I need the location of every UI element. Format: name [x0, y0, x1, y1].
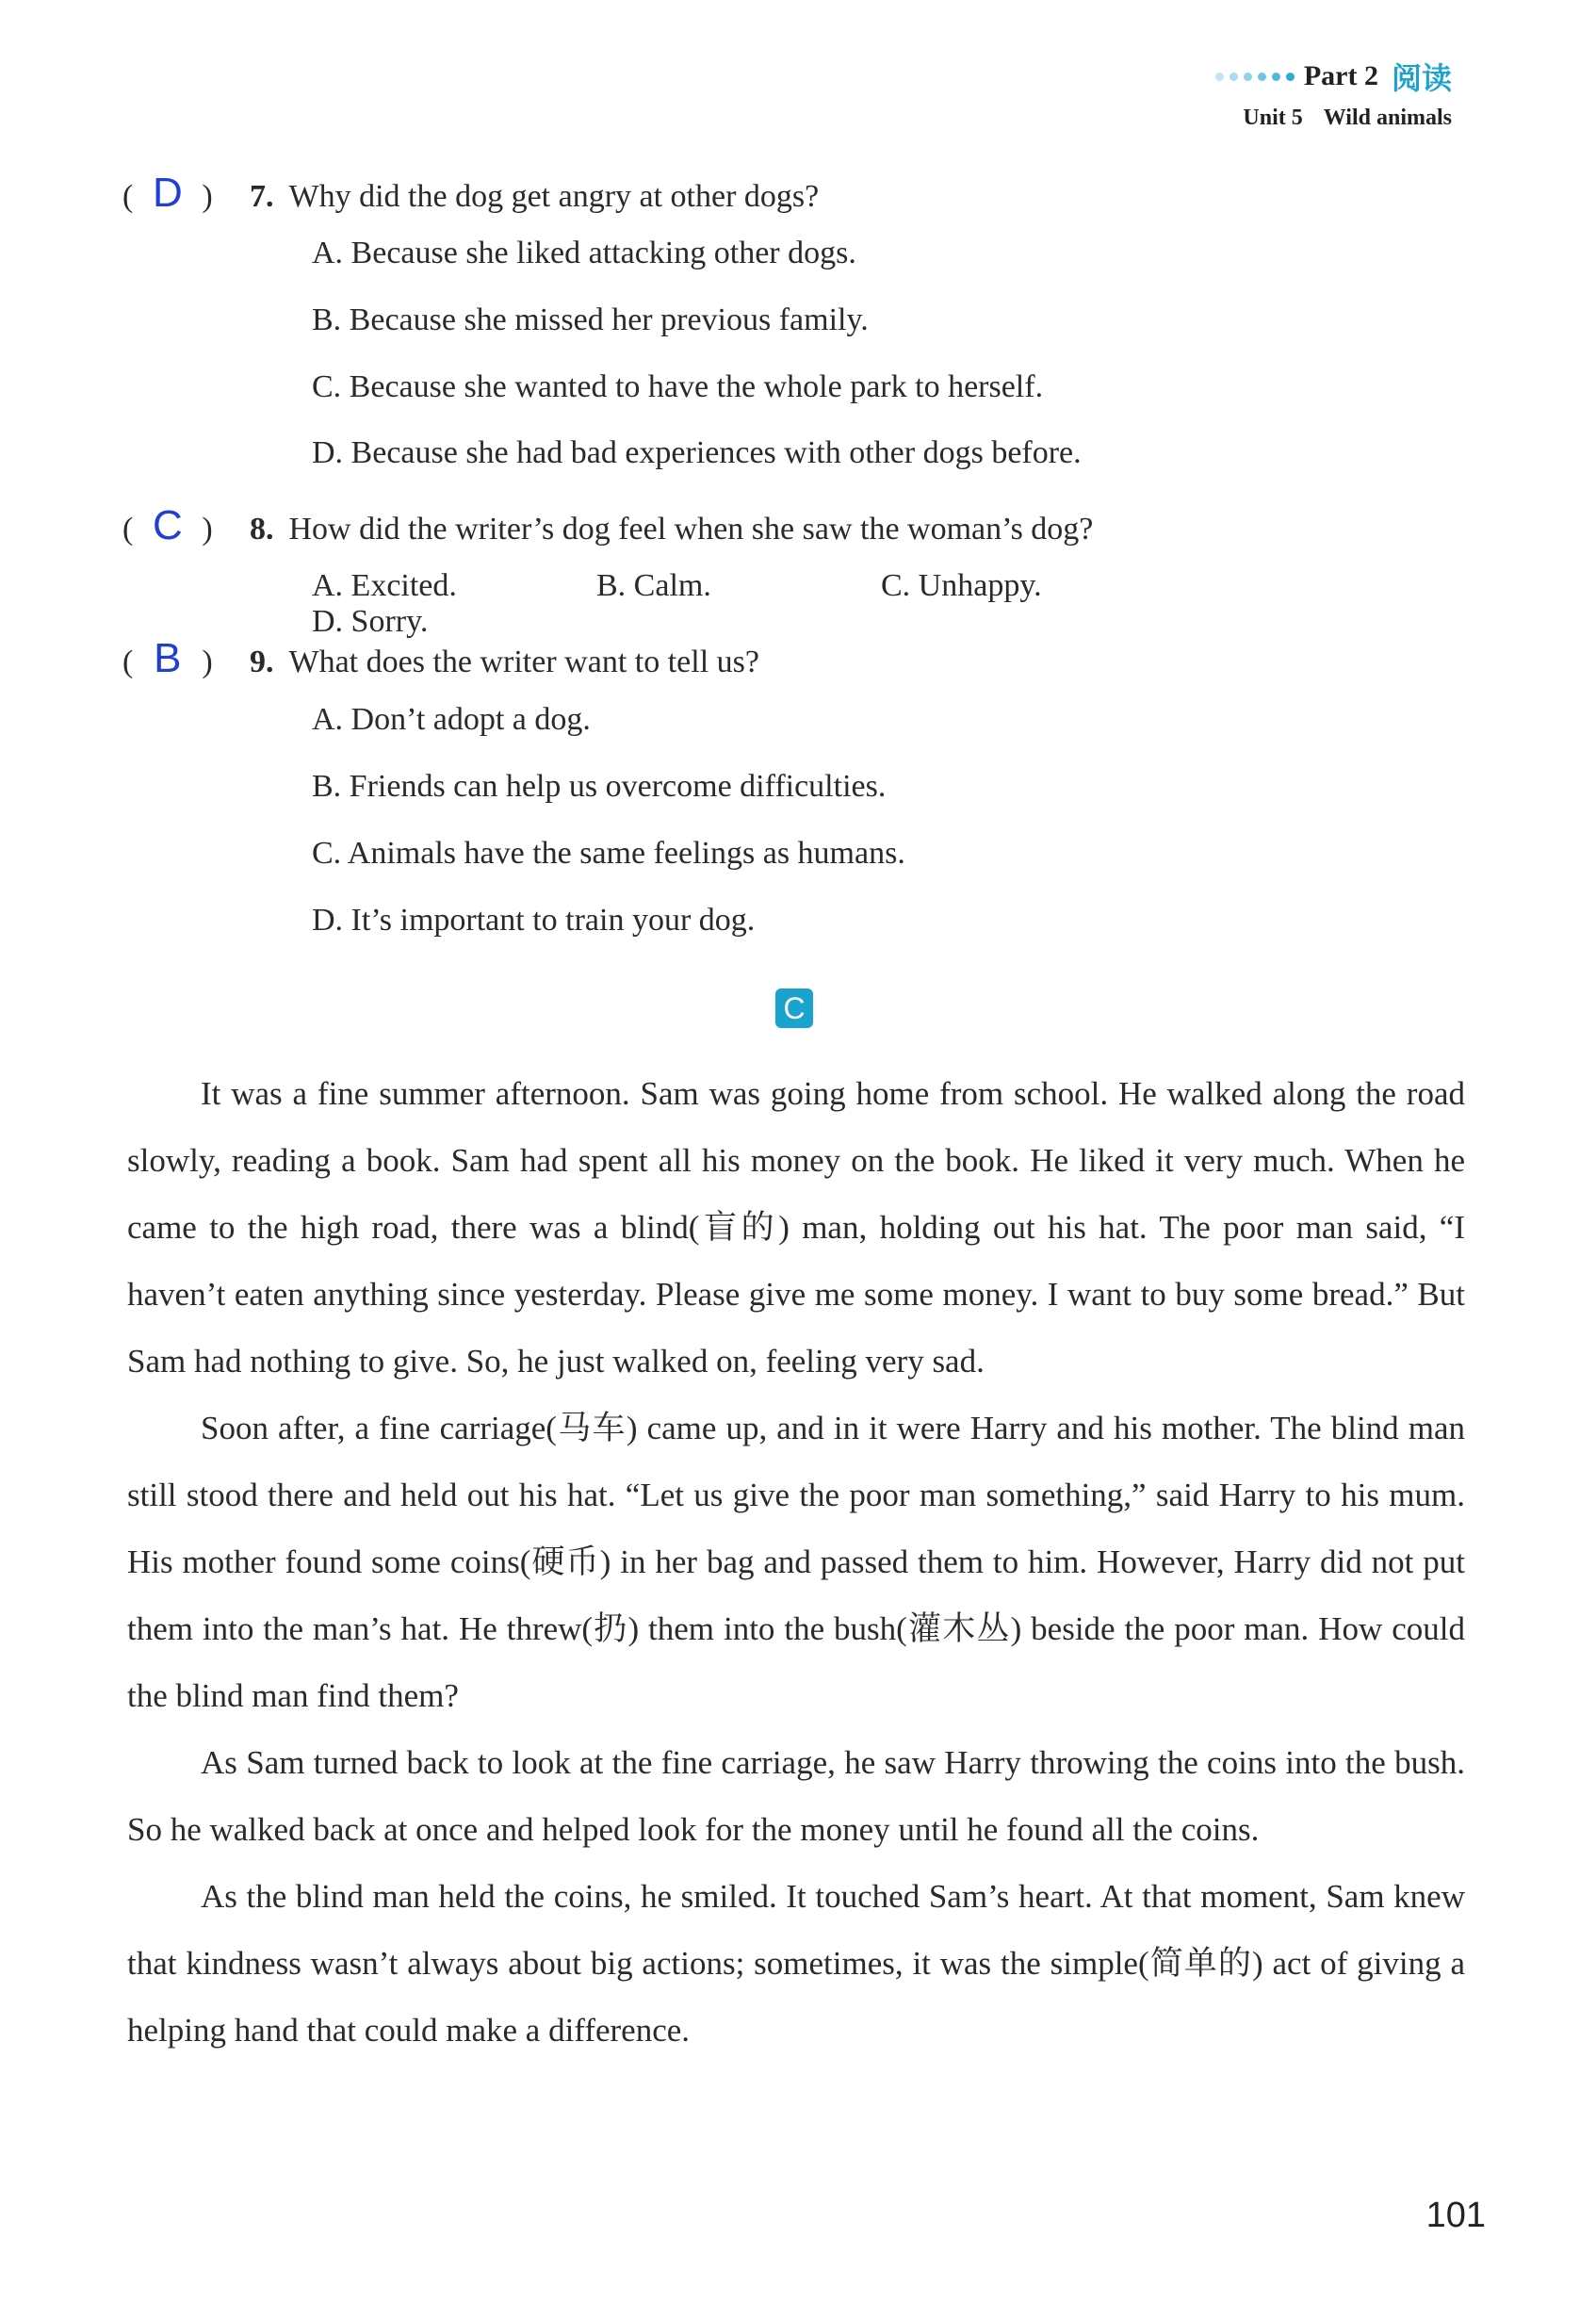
- part-label: Part 2: [1303, 60, 1378, 91]
- question-text: Why did the dog get angry at other dogs?: [288, 179, 820, 214]
- answer-9: B: [154, 635, 182, 681]
- reading-passage: [127, 1060, 1465, 2064]
- option: C. Unhappy.: [881, 568, 1042, 603]
- unit-label: Unit 5: [1243, 106, 1303, 130]
- question-number: 7.: [250, 179, 274, 214]
- option: C. Because she wanted to have the whole park to herself.: [312, 369, 1044, 404]
- unit-title: Wild animals: [1323, 106, 1452, 130]
- question-text: What does the writer want to tell us?: [288, 645, 759, 679]
- option: B. Because she missed her previous family.: [312, 302, 869, 337]
- option: A. Because she liked attacking other dogs.: [312, 236, 856, 270]
- question-9: ( B ) 9. What does the writer want to tell us?: [122, 635, 759, 681]
- option: D. Sorry.: [312, 604, 429, 639]
- paragraph: As the blind man held the coins, he smiled. It touched Sam’s heart. At that moment, Sam knew that kindness wasn’t always about big actions; sometimes, it was the simple(简单的) act of giving a helping hand that could make a difference.: [127, 1878, 1465, 2049]
- answer-7: D: [152, 170, 183, 216]
- option: A. Excited.: [312, 568, 457, 603]
- page-header: [1215, 55, 1452, 131]
- option: B. Friends can help us overcome difficulties.: [312, 769, 887, 804]
- options-row: [312, 568, 1348, 640]
- question-number: 8.: [250, 512, 274, 547]
- paragraph: As Sam turned back to look at the fine carriage, he saw Harry throwing the coins into the bush. So he walked back at once and helped look for the money until he found all the coins.: [127, 1744, 1465, 1848]
- decorative-dots: [1215, 73, 1295, 81]
- part-cn-label: 阅读: [1391, 60, 1452, 96]
- question-8: ( C ) 8. How did the writer’s dog feel when she saw the woman’s dog?: [122, 502, 1094, 548]
- option: B. Calm.: [596, 568, 711, 603]
- option: D. It’s important to train your dog.: [312, 903, 756, 938]
- option: D. Because she had bad experiences with other dogs before.: [312, 435, 1082, 470]
- question-text: How did the writer’s dog feel when she saw the woman’s dog?: [288, 512, 1094, 547]
- option: A. Don’t adopt a dog.: [312, 702, 591, 737]
- question-7: ( D ) 7. Why did the dog get angry at other dogs?: [122, 170, 820, 216]
- question-number: 9.: [250, 645, 274, 679]
- page-number: 101: [1425, 2196, 1486, 2235]
- section-c-badge: C: [775, 988, 813, 1028]
- option: C. Animals have the same feelings as humans.: [312, 836, 905, 871]
- answer-8: C: [152, 502, 183, 548]
- paragraph: It was a fine summer afternoon. Sam was going home from school. He walked along the road slowly, reading a book. Sam had spent all his money on the book. He liked it very much. When he came to the high road, there was a blind(盲的) man, holding out his hat. The poor man said, “I haven’t eaten anything since yesterday. Please give me some money. I want to buy some bread.” But Sam had nothing to give. So, he just walked on, feeling very sad.: [127, 1075, 1465, 1380]
- paragraph: Soon after, a fine carriage(马车) came up, and in it were Harry and his mother. The blind man still stood there and held out his hat. “Let us give the poor man something,” said Harry to his mum. His mother found some coins(硬币) in her bag and passed them to him. However, Harry did not put them into the man’s hat. He threw(扔) them into the bush(灌木丛) beside the poor man. How could the blind man find them?: [127, 1410, 1465, 1714]
